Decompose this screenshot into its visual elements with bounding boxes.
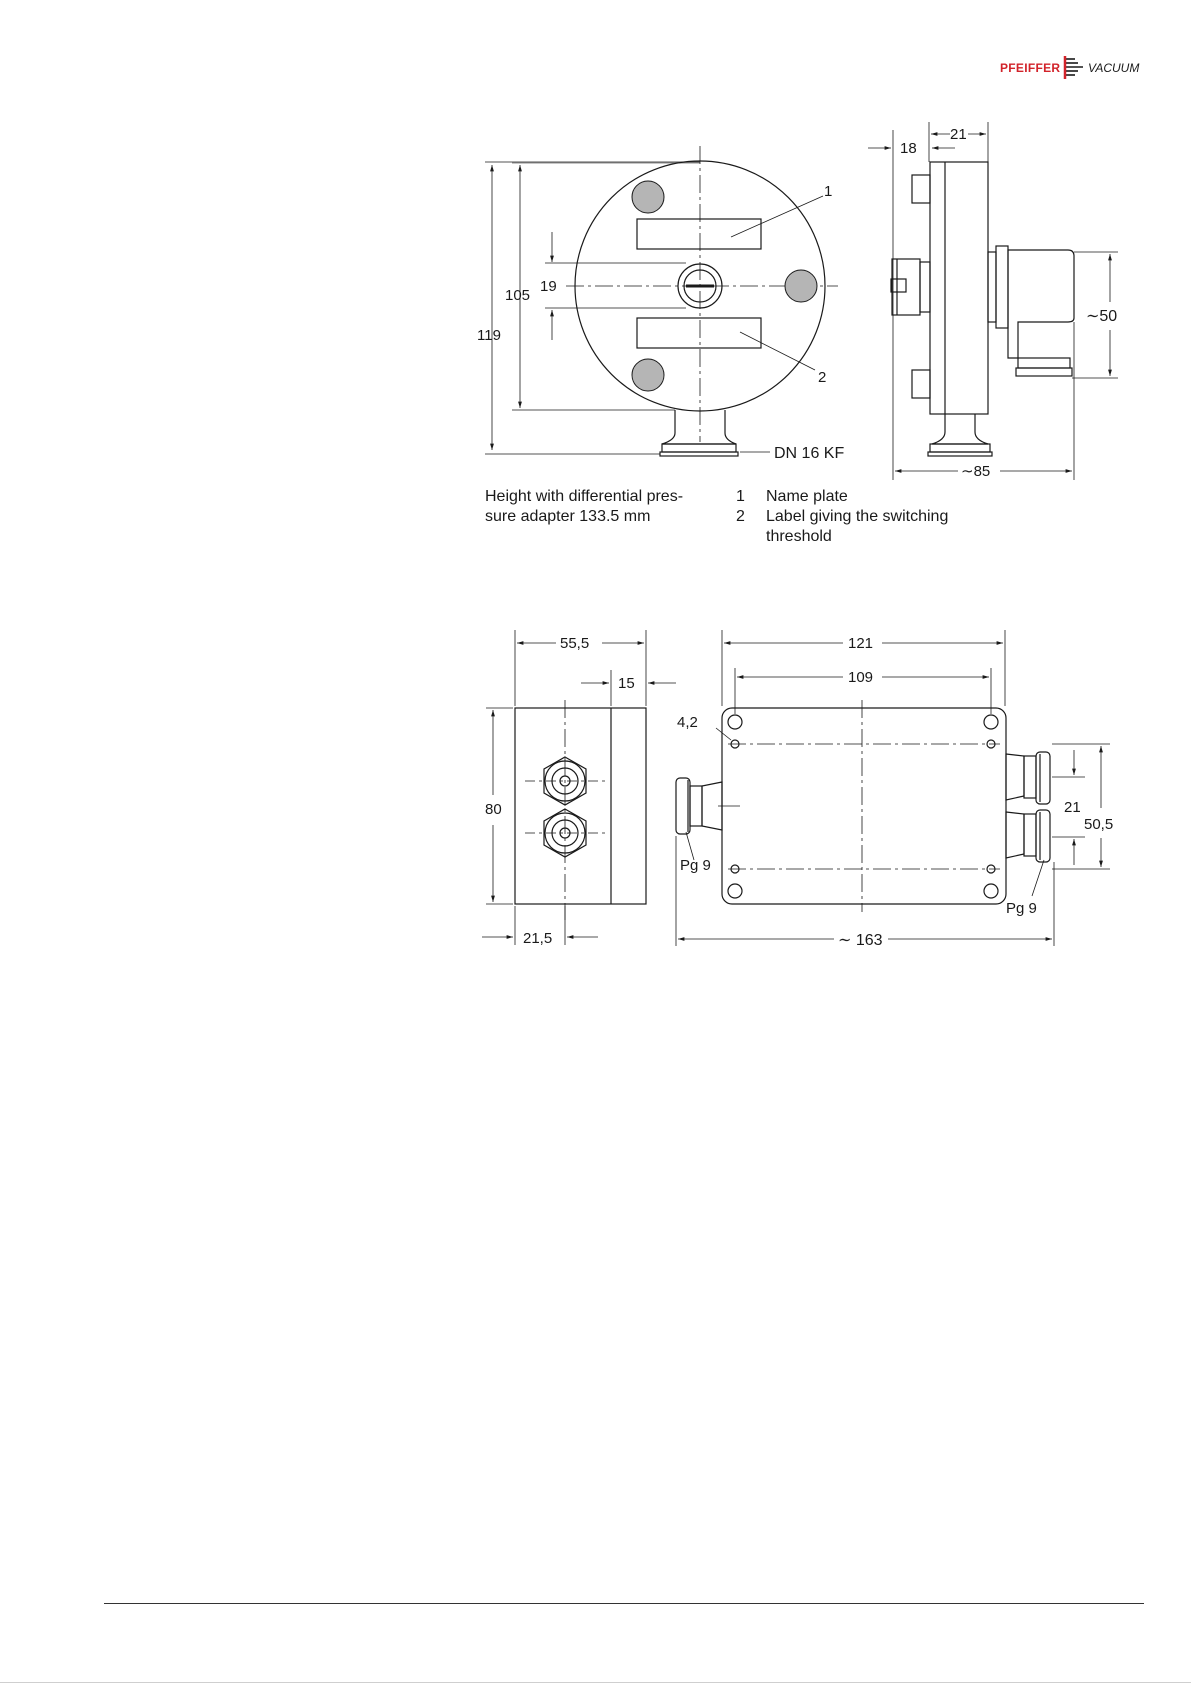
- dim-label-55-5: 55,5: [560, 635, 590, 652]
- dim-label-163: ∼ 163: [838, 932, 883, 949]
- dim-label-119: 119: [477, 327, 501, 344]
- front-view: [485, 146, 838, 456]
- dim-label-50-5: 50,5: [1084, 816, 1114, 833]
- dim-label-18: 18: [900, 140, 917, 157]
- legend-num: 1: [736, 488, 745, 505]
- logo-text-pfeiffer: PFEIFFER: [1000, 61, 1061, 75]
- box-top-view: [676, 630, 1110, 946]
- dim-label-85: ∼85: [961, 463, 991, 480]
- flange-label: DN 16 KF: [774, 445, 845, 462]
- callout-1: 1: [824, 183, 833, 200]
- dim-label-21-box: 21: [1064, 799, 1081, 816]
- dim-label-80: 80: [485, 801, 502, 818]
- legend-text-continued: threshold: [766, 528, 832, 545]
- side-view: [868, 122, 1118, 480]
- logo-text-vacuum: VACUUM: [1088, 61, 1140, 75]
- legend-num: 2: [736, 508, 745, 525]
- box-side-view: [482, 630, 676, 945]
- legend-text: Name plate: [766, 488, 848, 505]
- page-bottom-edge: [0, 1682, 1191, 1683]
- dim-label-50: ∼50: [1086, 308, 1118, 325]
- dim-label-21-5: 21,5: [523, 930, 553, 947]
- height-note-line1: Height with differential pres-: [485, 488, 684, 505]
- height-note: [485, 487, 683, 527]
- dim-label-4-2: 4,2: [677, 714, 698, 731]
- dim-label-21-side: 21: [950, 126, 967, 143]
- pg9-label-left: Pg 9: [680, 857, 711, 874]
- height-note-line2: sure adapter 133.5 mm: [485, 508, 651, 525]
- dim-label-121: 121: [848, 635, 874, 652]
- dim-label-109: 109: [848, 669, 874, 686]
- legend-text: Label giving the switching: [766, 508, 949, 525]
- callout-2: 2: [818, 369, 827, 386]
- footer-divider: [104, 1603, 1144, 1604]
- dim-label-105: 105: [505, 287, 531, 304]
- dim-label-19: 19: [540, 278, 557, 295]
- pg9-label-right: Pg 9: [1006, 900, 1037, 917]
- dim-label-15: 15: [618, 675, 635, 692]
